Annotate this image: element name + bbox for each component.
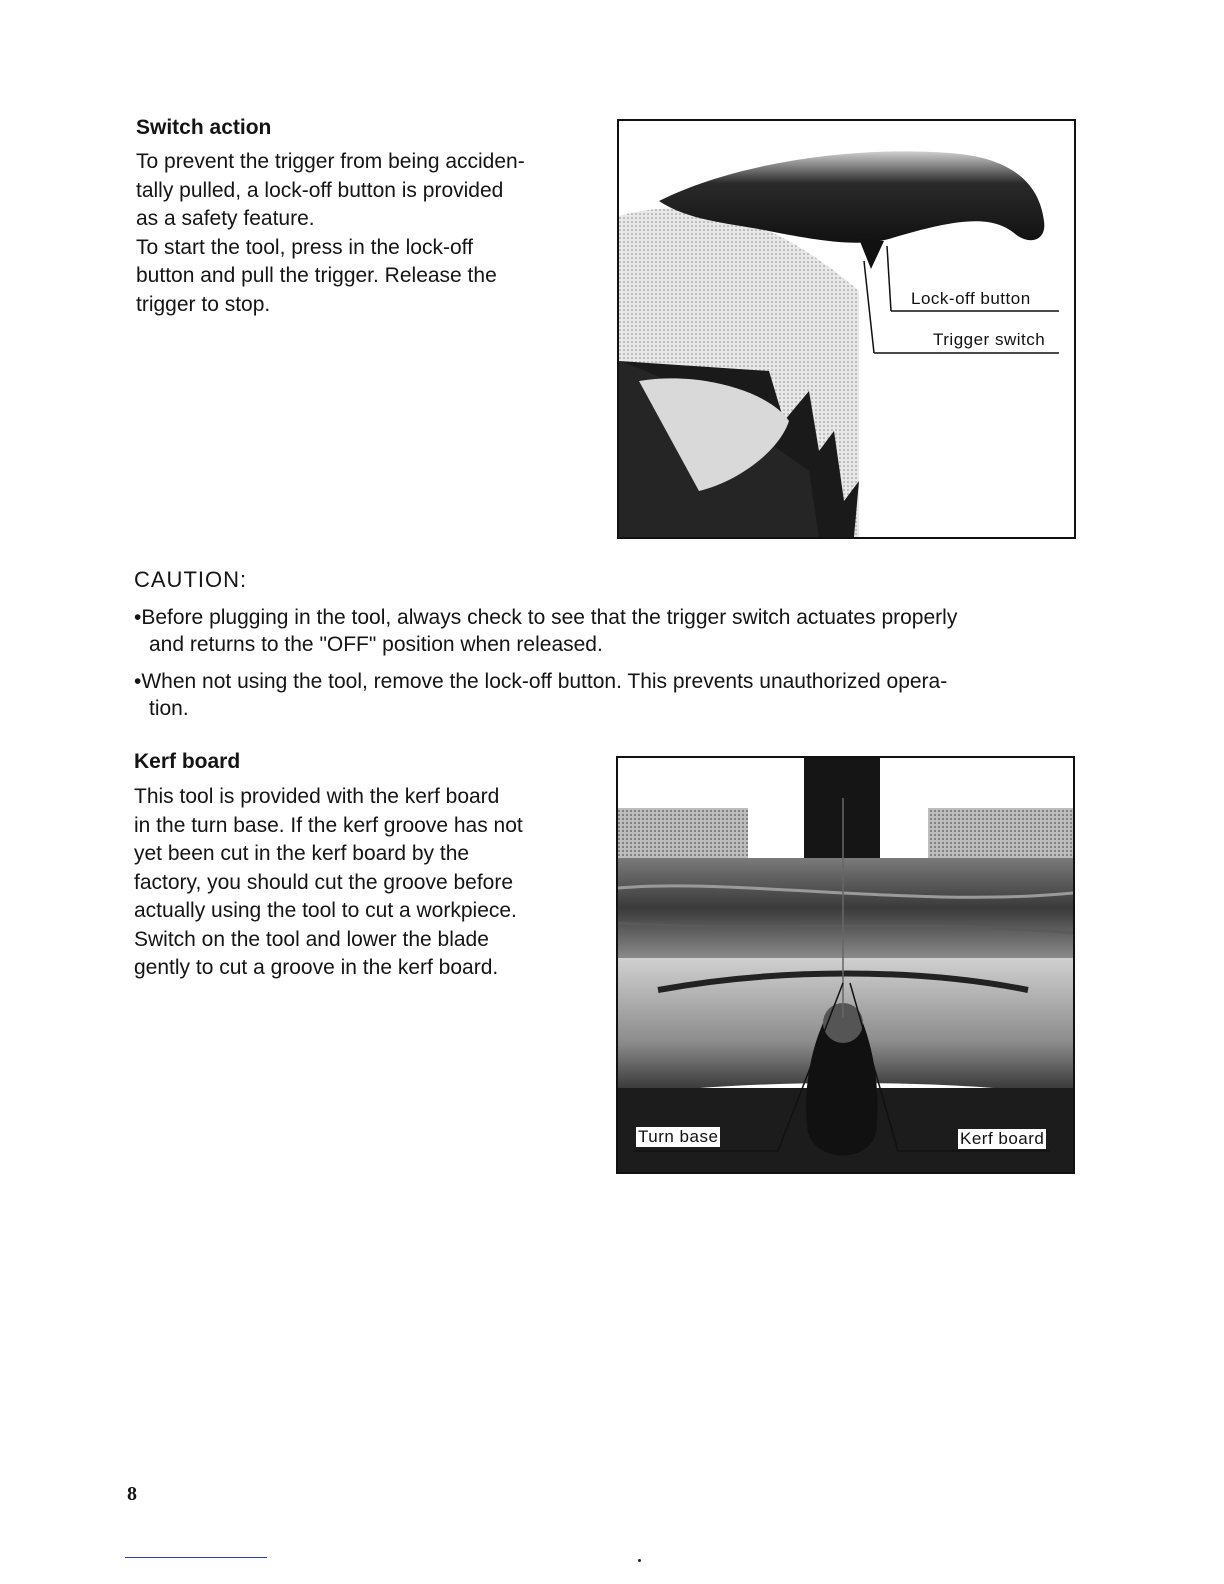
switch-photo-figure <box>617 119 1076 539</box>
caution-item <box>134 604 1084 658</box>
turn-base-illustration <box>618 758 1073 1172</box>
footer-dot <box>638 1559 641 1562</box>
switch-action-heading: Switch action <box>136 116 272 139</box>
kerf-board-text <box>134 783 588 983</box>
text-line: in the turn base. If the kerf groove has not <box>134 813 523 837</box>
text-line: actually using the tool to cut a workpiece. <box>134 899 517 922</box>
bullet-icon: • <box>134 670 142 693</box>
text-line: To start the tool, press in the lock-off <box>136 235 473 259</box>
footer-rule <box>125 1557 267 1558</box>
caution-line: and returns to the "OFF" position when released. <box>149 633 603 656</box>
kerf-board-photo-figure <box>616 756 1075 1174</box>
kerf-board-label: Kerf board <box>960 1129 1045 1148</box>
caution-line: tion. <box>149 697 189 720</box>
caution-line <box>134 604 1084 631</box>
page-number: 8 <box>127 1483 137 1505</box>
trigger-switch-label: Trigger switch <box>933 330 1046 349</box>
text-line: To prevent the trigger from being acciden- <box>136 150 525 173</box>
caution-title: CAUTION: <box>134 567 248 592</box>
text-line: yet been cut in the kerf board by the <box>134 842 470 865</box>
text-line: Switch on the tool and lower the blade <box>134 927 489 951</box>
lock-off-button-label: Lock-off button <box>911 289 1031 308</box>
turn-base-label: Turn base <box>638 1127 719 1146</box>
saw-handle-illustration <box>619 121 1074 537</box>
caution-text: Before plugging in the tool, always check to see that the trigger switch actuates properly <box>141 606 958 629</box>
text-line: button and pull the trigger. Release the <box>136 264 497 287</box>
caution-line <box>134 668 1084 695</box>
caution-item <box>134 668 1084 722</box>
text-line: as a safety feature. <box>136 207 315 230</box>
kerf-board-heading: Kerf board <box>134 750 241 773</box>
text-line: This tool is provided with the kerf board <box>134 785 500 808</box>
text-line: tally pulled, a lock-off button is provided <box>136 178 504 202</box>
text-line: trigger to stop. <box>136 292 271 316</box>
bullet-icon: • <box>134 606 142 629</box>
text-line: factory, you should cut the groove before <box>134 870 514 894</box>
text-line: gently to cut a groove in the kerf board. <box>134 956 499 979</box>
switch-action-text <box>136 148 592 319</box>
caution-text: When not using the tool, remove the lock-off button. This prevents unauthorized opera- <box>141 670 948 693</box>
